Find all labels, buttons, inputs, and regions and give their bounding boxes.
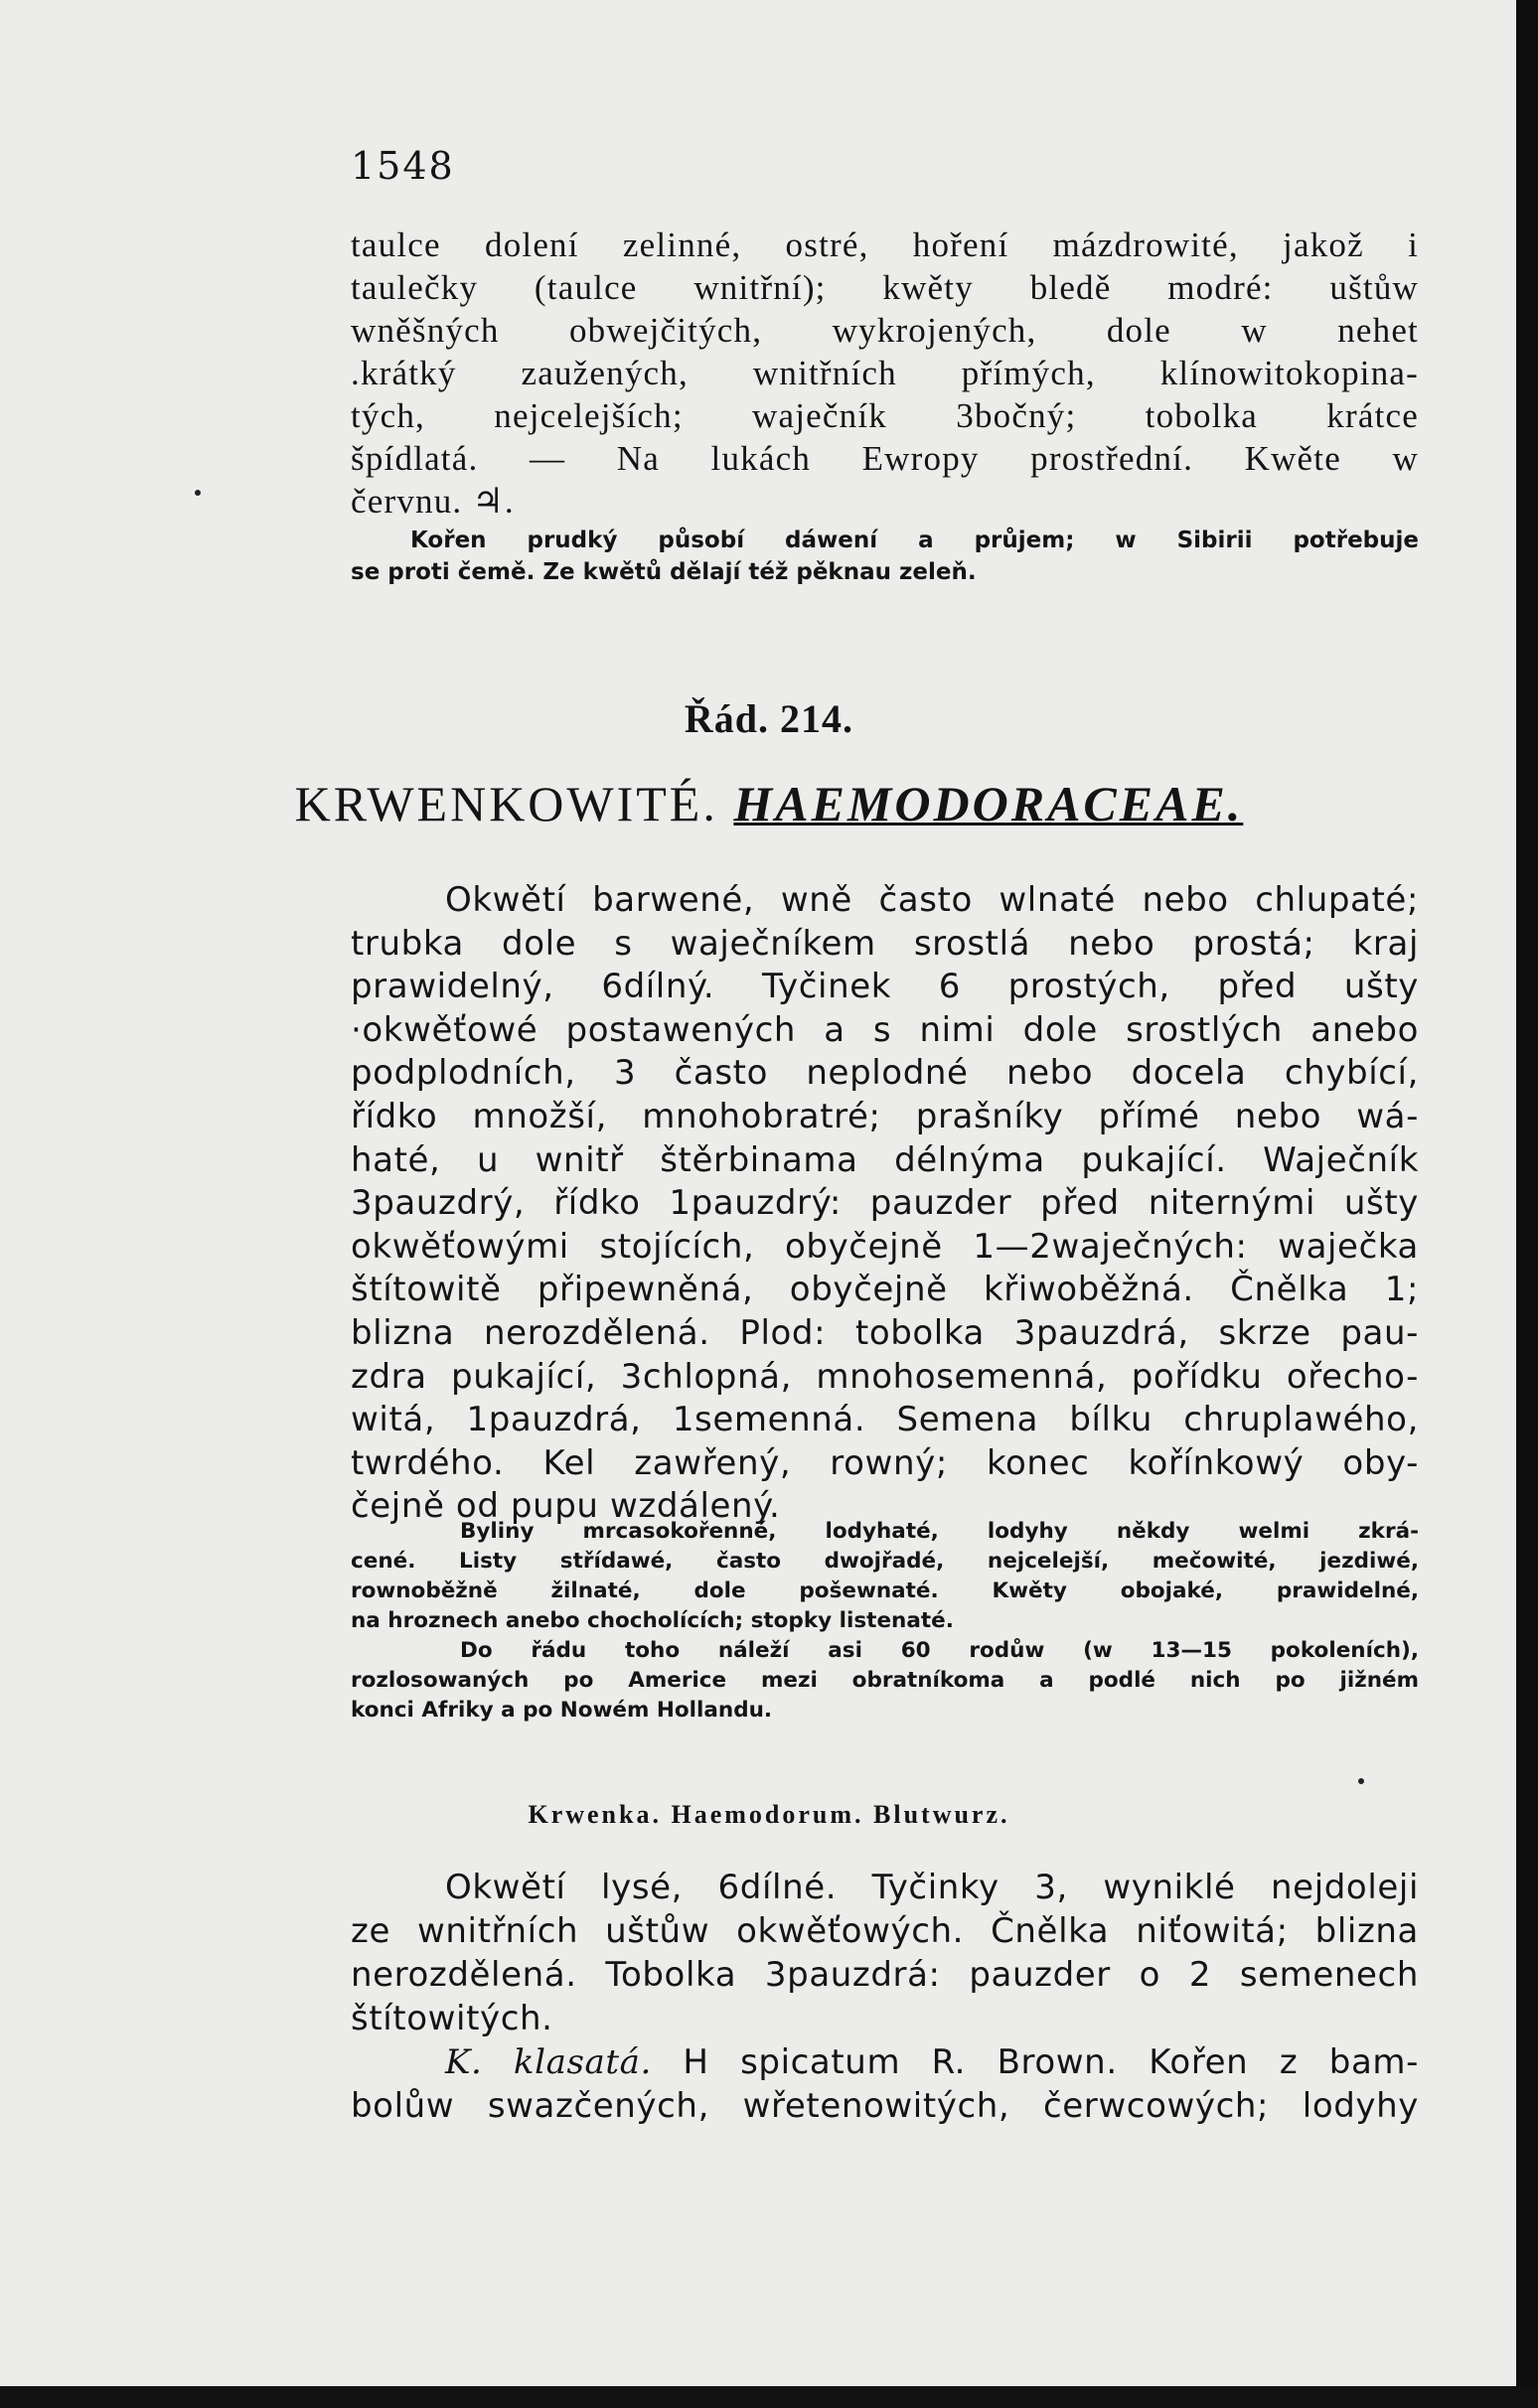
text-line: Okwětí lysé, 6dílné. Tyčinky 3, wyniklé nejdoleji [445,1868,1419,1907]
order-heading: Řád. 214. [684,696,854,741]
text-line: nerozdělená. Tobolka 3pauzdrá: pauzder o 2 semenech [351,1955,1419,1995]
text-line: ·okwěťowé postawených a s nimi dole srostlých anebo [351,1009,1419,1050]
text-line: Okwětí barwené, wně často wlnaté nebo chlupaté; [445,880,1419,920]
family-latin-name: HAEMODORACEAE. [733,776,1244,831]
note-line: cené. Listy střídawé, často dwojřadé, nejcelejší, mečowité, jezdiwé, [351,1549,1419,1574]
text-line: wněšných obwejčitých, wykrojených, dole w nehet [351,311,1419,350]
text-line: okwěťowými stojících, obyčejně 1—2waječných: waječka [351,1226,1419,1267]
text-line: 3pauzdrý, řídko 1pauzdrý: pauzder před niternými ušty [351,1183,1419,1224]
text-line: řídko množší, mnohobratré; prašníky přímé nebo wá- [351,1096,1419,1136]
scan-edge-bottom [0,2386,1538,2408]
text-line: tých, nejcelejších; waječník 3bočný; tobolka krátce [351,396,1419,435]
intro-paragraph [351,224,1419,523]
species-text: H spicatum R. Brown. Kořen z bam- [651,2042,1419,2082]
text-line: trubka dole s waječníkem srostlá nebo prostá; kraj [351,923,1419,964]
scan-edge-right [1516,0,1538,2408]
genus-description [351,1866,1419,2128]
note-line: Kořen prudký působí dáwení a průjem; w Sibirii potřebuje [410,527,1419,553]
text-line: taulce dolení zelinné, ostré, hoření mázdrowité, jakož i [351,226,1419,264]
species-name: K. klasatá. [445,2042,652,2082]
text-line: blizna nerozdělená. Plod: tobolka 3pauzdrá, skrze pau- [351,1312,1419,1353]
note-line: se proti čemě. Ze kwětů dělají též pěknau zeleň. [351,559,977,585]
note-line: na hroznech anebo chocholících; stopky listenaté. [351,1608,954,1633]
text-line: prawidelný, 6dílný. Tyčinek 6 prostých, před ušty [351,967,1419,1007]
note-line: Byliny mrcasokořenné, lodyhaté, lodyhy někdy welmi zkrá- [460,1519,1419,1544]
note-line: rownoběžně žilnaté, dole pošewnaté. Kwěty obojaké, prawidelné, [351,1579,1419,1603]
text-line: taulečky (taulce wnitřní); kwěty bledě modré: uštůw [351,268,1419,307]
text-line: witá, 1pauzdrá, 1semenná. Semena bílku chruplawého, [351,1400,1419,1440]
note-line: konci Afriky a po Nowém Hollandu. [351,1698,773,1723]
species-line [351,2040,1419,2084]
note-line: Do řádu toho náleží asi 60 rodůw (w 13—15 pokoleních), [460,1638,1419,1663]
genus-heading: Krwenka. Haemodorum. Blutwurz. [528,1800,1010,1829]
intro-note [351,525,1419,588]
text-line: špídlatá. — Na lukách Ewropy prostřední. Kwěte w [351,439,1419,478]
text-line: podplodních, 3 často neplodné nebo docela chybící, [351,1053,1419,1094]
scan-speck [1358,1778,1364,1784]
family-notes [351,1517,1419,1726]
text-line: zdra pukající, 3chlopná, mnohosemenná, pořídku ořecho- [351,1356,1419,1397]
note-line: rozlosowaných po Americe mezi obratníkoma a podlé nich po jižném [351,1668,1419,1693]
text-line: červnu. ♃. [351,482,515,521]
text-line: štítowitě připewněná, obyčejně křiwoběžná. Čnělka 1; [351,1270,1419,1310]
family-heading [0,775,1538,832]
text-line: bolůw swazčených, wřetenowitých, čerwcowých; lodyhy [351,2086,1419,2126]
text-line: .krátký zaužených, wnitřních přímých, klínowitokopina- [351,354,1419,392]
text-line: ze wnitřních uštůw okwěťowých. Čnělka niťowitá; blizna [351,1911,1419,1951]
scan-speck [195,490,201,496]
text-line: twrdého. Kel zawřený, rowný; konec kořínkowý oby- [351,1442,1419,1483]
text-line: štítowitých. [351,1999,553,2038]
text-line: haté, u wnitř štěrbinama délnýma pukající. Waječník [351,1139,1419,1180]
text-line: čejně od pupu wzdálený. [351,1486,781,1527]
family-description [351,879,1419,1529]
page-number: 1548 [351,144,455,188]
family-czech-name: KRWENKOWITÉ. [294,776,718,831]
